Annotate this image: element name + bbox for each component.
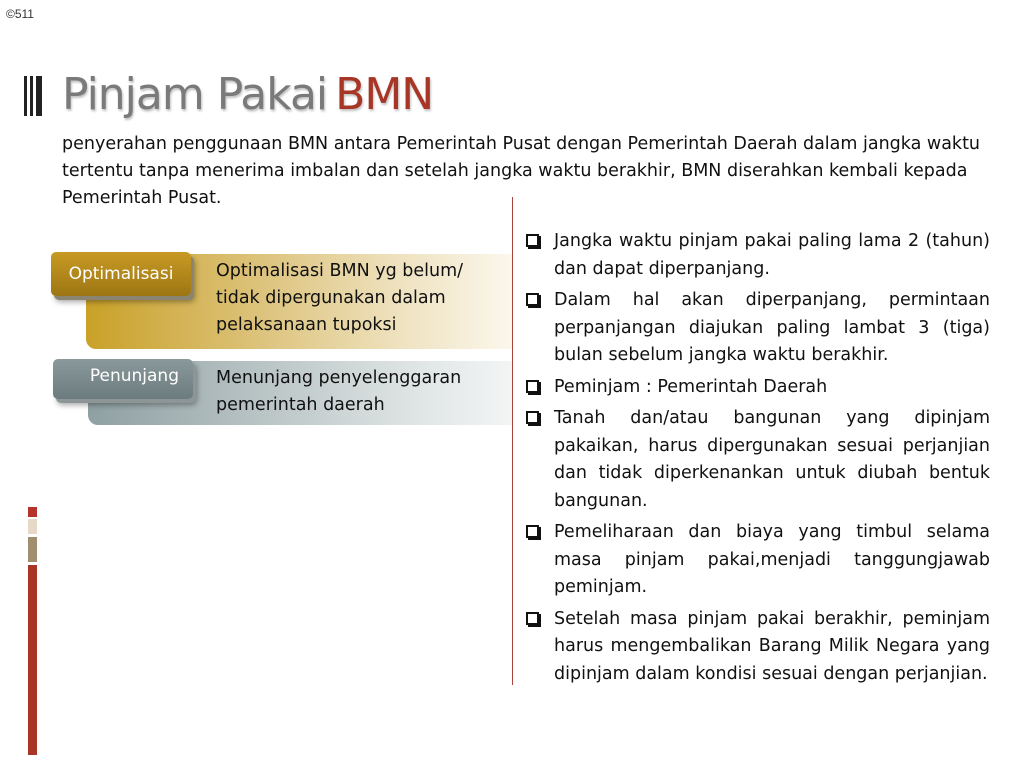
title-main: Pinjam Pakai	[62, 69, 328, 120]
list-item	[524, 374, 990, 402]
list-item-text: Setelah masa pinjam pakai berakhir, peminjam harus mengembalikan Barang Milik Negara yang dipinjam dalam kondisi sesuai dengan perjanjian.	[554, 608, 990, 684]
optimalisasi-tag: Optimalisasi	[51, 252, 191, 296]
list-item-text: Tanah dan/atau bangunan yang dipinjam pakaikan, harus dipergunakan sesuai perjanjian dan tidak diperkenankan untuk diubah bentuk bangunan.	[554, 408, 990, 511]
penunjang-description: Menunjang penyelenggaran pemerintah daerah	[216, 368, 462, 415]
list-item-text: Jangka waktu pinjam pakai paling lama 2 (tahun) dan dapat diperpanjang.	[554, 231, 990, 279]
checkbox-square-icon	[526, 525, 539, 538]
conditions-list	[524, 228, 990, 692]
checkbox-square-icon	[526, 612, 539, 625]
penunjang-tag: Penunjang	[53, 359, 193, 399]
checkbox-square-icon	[526, 411, 539, 424]
side-strip-segment	[28, 537, 37, 562]
checkbox-square-icon	[526, 380, 539, 393]
checkbox-square-icon	[526, 293, 539, 306]
definition-paragraph: penyerahan penggunaan BMN antara Pemerintah Pusat dengan Pemerintah Daerah dalam jangka waktu tertentu tanpa menerima imbalan dan setelah jangka waktu berakhir, BMN diserahkan kembali kepada Pemerintah Pusat.	[62, 134, 981, 208]
copyright-label: ©511	[6, 7, 34, 21]
side-strip-segment	[28, 507, 37, 517]
title-accent: BMN	[335, 69, 434, 120]
list-item	[524, 606, 990, 689]
list-item	[524, 519, 990, 602]
side-strip-segment	[28, 519, 37, 534]
slide-title	[62, 66, 433, 124]
side-strip-segment	[28, 565, 37, 755]
list-item	[524, 228, 990, 283]
title-bars-decoration	[24, 76, 44, 116]
list-item	[524, 287, 990, 370]
list-item-text: Peminjam : Pemerintah Daerah	[554, 376, 828, 397]
list-item-text: Pemeliharaan dan biaya yang timbul selama masa pinjam pakai,menjadi tanggungjawab peminjam.	[554, 522, 990, 597]
list-item	[524, 405, 990, 515]
checkbox-square-icon	[526, 234, 539, 247]
list-item-text: Dalam hal akan diperpanjang, permintaan perpanjangan diajukan paling lambat 3 (tiga) bulan sebelum jangka waktu berakhir.	[554, 290, 990, 365]
optimalisasi-description: Optimalisasi BMN yg belum/ tidak dipergunakan dalam pelaksanaan tupoksi	[216, 261, 464, 335]
vertical-divider	[512, 197, 513, 685]
